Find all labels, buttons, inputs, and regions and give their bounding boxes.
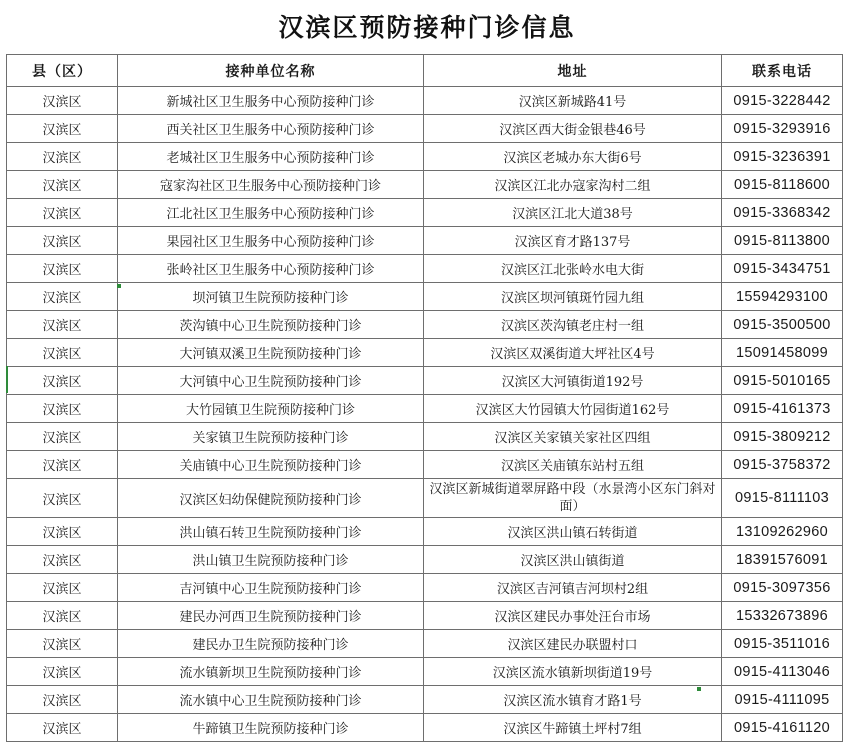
cell-address[interactable]: 汉滨区吉河镇吉河坝村2组 [424, 574, 722, 602]
cell-county[interactable]: 汉滨区 [7, 87, 118, 115]
cell-address[interactable]: 汉滨区建民办联盟村口 [424, 630, 722, 658]
table-row [7, 171, 843, 199]
cell-address[interactable]: 汉滨区关庙镇东站村五组 [424, 451, 722, 479]
cell-comment-marker [117, 284, 121, 288]
table-row [7, 479, 843, 518]
cell-phone[interactable]: 0915-3500500 [722, 311, 843, 339]
cell-comment-marker [697, 687, 701, 691]
table-row [7, 574, 843, 602]
table-row [7, 367, 843, 395]
cell-address[interactable]: 汉滨区大竹园镇大竹园街道162号 [424, 395, 722, 423]
cell-unit-name[interactable]: 果园社区卫生服务中心预防接种门诊 [118, 227, 424, 255]
cell-address[interactable]: 汉滨区牛蹄镇土坪村7组 [424, 714, 722, 742]
cell-county[interactable]: 汉滨区 [7, 686, 118, 714]
cell-unit-name[interactable]: 新城社区卫生服务中心预防接种门诊 [118, 87, 424, 115]
cell-unit-name[interactable]: 关庙镇中心卫生院预防接种门诊 [118, 451, 424, 479]
cell-unit-name[interactable]: 吉河镇中心卫生院预防接种门诊 [118, 574, 424, 602]
cell-county[interactable]: 汉滨区 [7, 630, 118, 658]
cell-unit-name[interactable]: 江北社区卫生服务中心预防接种门诊 [118, 199, 424, 227]
cell-county[interactable]: 汉滨区 [7, 423, 118, 451]
cell-address[interactable]: 汉滨区坝河镇斑竹园九组 [424, 283, 722, 311]
cell-unit-name[interactable]: 流水镇新坝卫生院预防接种门诊 [118, 658, 424, 686]
cell-phone[interactable]: 0915-3293916 [722, 115, 843, 143]
cell-phone[interactable]: 0915-4161373 [722, 395, 843, 423]
cell-phone[interactable]: 0915-3368342 [722, 199, 843, 227]
cell-unit-name[interactable]: 张岭社区卫生服务中心预防接种门诊 [118, 255, 424, 283]
cell-phone[interactable]: 0915-3228442 [722, 87, 843, 115]
clinic-table [6, 54, 843, 742]
cell-county[interactable]: 汉滨区 [7, 518, 118, 546]
cell-phone[interactable]: 0915-3758372 [722, 451, 843, 479]
cell-address[interactable]: 汉滨区育才路137号 [424, 227, 722, 255]
cell-phone[interactable]: 0915-8113800 [722, 227, 843, 255]
table-row [7, 255, 843, 283]
cell-phone[interactable]: 0915-4111095 [722, 686, 843, 714]
table-row [7, 199, 843, 227]
cell-address[interactable]: 汉滨区江北办寇家沟村二组 [424, 171, 722, 199]
table-row [7, 602, 843, 630]
cell-county[interactable]: 汉滨区 [7, 255, 118, 283]
cell-address[interactable]: 汉滨区新城街道翠屏路中段（水景湾小区东门斜对面） [424, 479, 722, 518]
cell-phone[interactable]: 18391576091 [722, 546, 843, 574]
cell-county[interactable]: 汉滨区 [7, 143, 118, 171]
table-row [7, 227, 843, 255]
table-row [7, 143, 843, 171]
cell-county[interactable]: 汉滨区 [7, 339, 118, 367]
cell-address[interactable]: 汉滨区建民办事处汪台市场 [424, 602, 722, 630]
table-row [7, 658, 843, 686]
cell-county[interactable]: 汉滨区 [7, 311, 118, 339]
cell-phone[interactable]: 15091458099 [722, 339, 843, 367]
cell-unit-name[interactable]: 流水镇中心卫生院预防接种门诊 [118, 686, 424, 714]
cell-unit-name[interactable]: 大竹园镇卫生院预防接种门诊 [118, 395, 424, 423]
cell-phone[interactable]: 0915-3809212 [722, 423, 843, 451]
cell-unit-name[interactable]: 洪山镇卫生院预防接种门诊 [118, 546, 424, 574]
cell-address[interactable]: 汉滨区双溪街道大坪社区4号 [424, 339, 722, 367]
table-row [7, 395, 843, 423]
table-row [7, 714, 843, 742]
cell-unit-name[interactable]: 大河镇双溪卫生院预防接种门诊 [118, 339, 424, 367]
cell-unit-name[interactable]: 牛蹄镇卫生院预防接种门诊 [118, 714, 424, 742]
cell-address[interactable]: 汉滨区洪山镇石转街道 [424, 518, 722, 546]
cell-unit-name[interactable]: 坝河镇卫生院预防接种门诊 [118, 283, 424, 311]
table-row [7, 630, 843, 658]
cell-county[interactable]: 汉滨区 [7, 602, 118, 630]
table-row [7, 115, 843, 143]
cell-address[interactable]: 汉滨区江北张岭水电大街 [424, 255, 722, 283]
cell-address[interactable]: 汉滨区西大街金银巷46号 [424, 115, 722, 143]
cell-county[interactable]: 汉滨区 [7, 227, 118, 255]
cell-address[interactable]: 汉滨区老城办东大街6号 [424, 143, 722, 171]
cell-phone[interactable]: 13109262960 [722, 518, 843, 546]
cell-county[interactable]: 汉滨区 [7, 199, 118, 227]
cell-phone[interactable]: 0915-3511016 [722, 630, 843, 658]
cell-unit-name[interactable]: 洪山镇石转卫生院预防接种门诊 [118, 518, 424, 546]
table-row [7, 311, 843, 339]
cell-phone[interactable]: 0915-3434751 [722, 255, 843, 283]
table-row [7, 686, 843, 714]
cell-county[interactable]: 汉滨区 [7, 115, 118, 143]
table-row [7, 546, 843, 574]
cell-county[interactable]: 汉滨区 [7, 714, 118, 742]
cell-county[interactable]: 汉滨区 [7, 171, 118, 199]
cell-address[interactable]: 汉滨区流水镇新坝街道19号 [424, 658, 722, 686]
cell-address[interactable]: 汉滨区茨沟镇老庄村一组 [424, 311, 722, 339]
cell-phone[interactable]: 0915-4161120 [722, 714, 843, 742]
cell-phone[interactable]: 0915-8118600 [722, 171, 843, 199]
cell-unit-name[interactable]: 寇家沟社区卫生服务中心预防接种门诊 [118, 171, 424, 199]
cell-county[interactable]: 汉滨区 [7, 574, 118, 602]
page-title: 汉滨区预防接种门诊信息 [278, 13, 576, 42]
table-row [7, 339, 843, 367]
cell-phone[interactable]: 15332673896 [722, 602, 843, 630]
header-row [7, 55, 843, 87]
cell-county[interactable]: 汉滨区 [7, 395, 118, 423]
cell-unit-name[interactable]: 建民办河西卫生院预防接种门诊 [118, 602, 424, 630]
cell-county[interactable]: 汉滨区 [7, 658, 118, 686]
cell-phone[interactable]: 15594293100 [722, 283, 843, 311]
cell-unit-name[interactable]: 老城社区卫生服务中心预防接种门诊 [118, 143, 424, 171]
header-phone: 联系电话 [722, 55, 843, 87]
cell-address[interactable]: 汉滨区洪山镇街道 [424, 546, 722, 574]
cell-county[interactable]: 汉滨区 [7, 546, 118, 574]
header-address: 地址 [424, 55, 722, 87]
cell-phone[interactable]: 0915-3236391 [722, 143, 843, 171]
cell-phone[interactable]: 0915-4113046 [722, 658, 843, 686]
table-row [7, 87, 843, 115]
cell-address[interactable]: 汉滨区江北大道38号 [424, 199, 722, 227]
cell-county[interactable]: 汉滨区 [7, 451, 118, 479]
cell-county[interactable]: 汉滨区 [7, 367, 118, 395]
cell-phone[interactable]: 0915-8111103 [722, 479, 843, 518]
header-county: 县（区） [7, 55, 118, 87]
cell-unit-name[interactable]: 建民办卫生院预防接种门诊 [118, 630, 424, 658]
table-row [7, 423, 843, 451]
cell-unit-name[interactable]: 西关社区卫生服务中心预防接种门诊 [118, 115, 424, 143]
cell-unit-name[interactable]: 大河镇中心卫生院预防接种门诊 [118, 367, 424, 395]
cell-address[interactable]: 汉滨区关家镇关家社区四组 [424, 423, 722, 451]
cell-unit-name[interactable]: 关家镇卫生院预防接种门诊 [118, 423, 424, 451]
cell-address[interactable]: 汉滨区大河镇街道192号 [424, 367, 722, 395]
cell-address[interactable]: 汉滨区新城路41号 [424, 87, 722, 115]
cell-county[interactable]: 汉滨区 [7, 479, 118, 518]
table-row [7, 518, 843, 546]
cell-phone[interactable]: 0915-3097356 [722, 574, 843, 602]
cell-unit-name[interactable]: 茨沟镇中心卫生院预防接种门诊 [118, 311, 424, 339]
cell-phone[interactable]: 0915-5010165 [722, 367, 843, 395]
cell-county[interactable]: 汉滨区 [7, 283, 118, 311]
cell-address[interactable]: 汉滨区流水镇育才路1号 [424, 686, 722, 714]
header-unit-name: 接种单位名称 [118, 55, 424, 87]
table-row [7, 451, 843, 479]
cell-selection-marker [6, 366, 8, 393]
table-row [7, 283, 843, 311]
cell-unit-name[interactable]: 汉滨区妇幼保健院预防接种门诊 [118, 479, 424, 518]
